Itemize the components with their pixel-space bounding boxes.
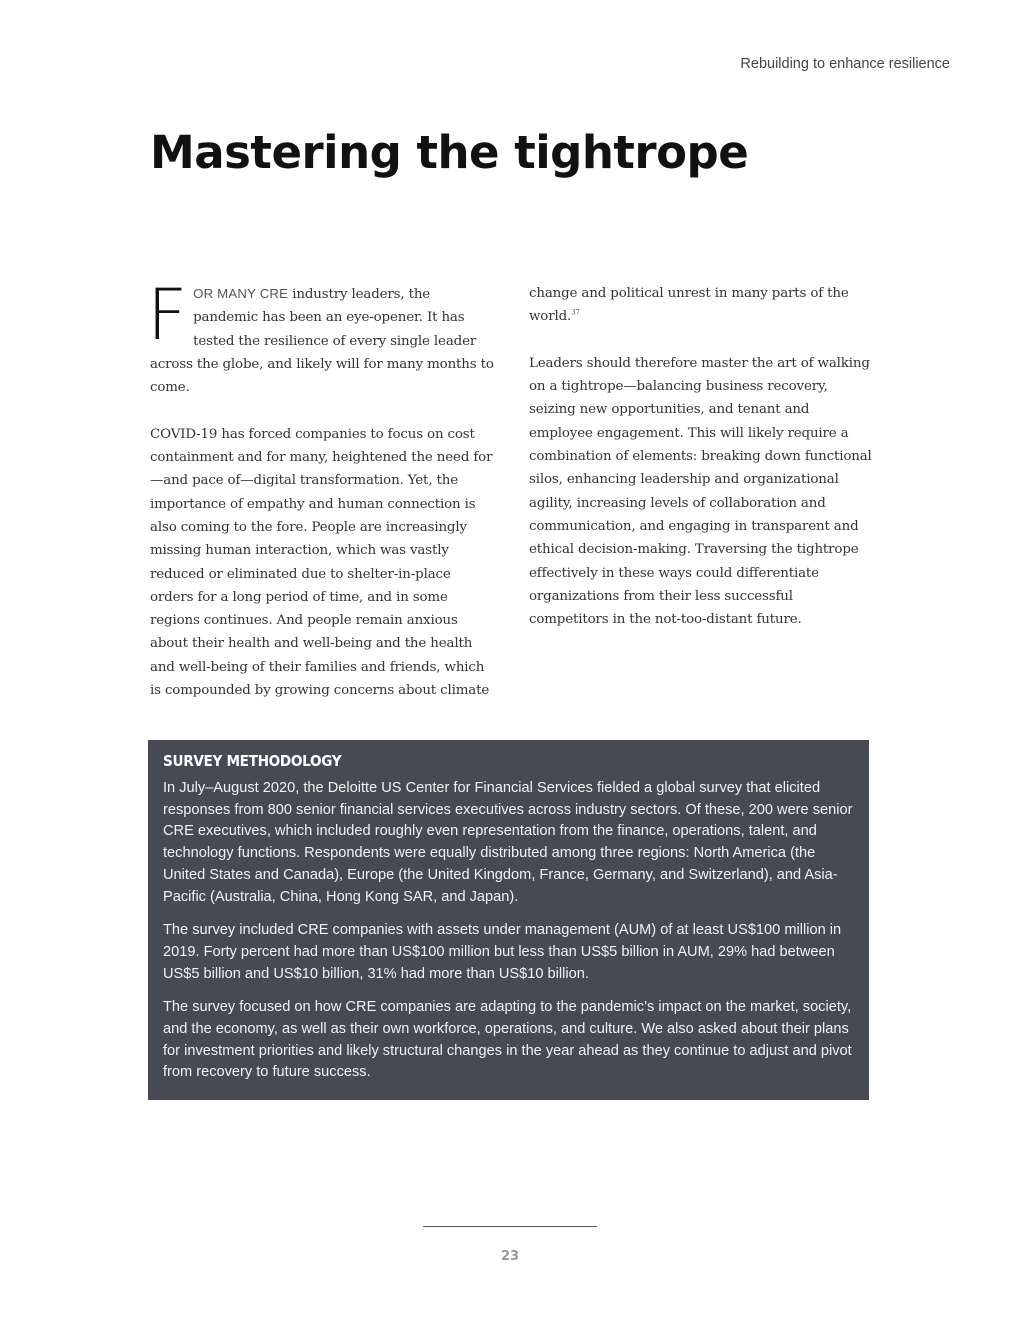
lead-in-caps: OR MANY CRE [193,286,289,301]
running-header: Rebuilding to enhance resilience [740,56,950,72]
drop-cap: F [147,274,188,356]
body-paragraph: Leaders should therefore master the art of walking on a tightrope—balancing business recovery, seizing new opportunities, and tenant and employee engagement. This will likely require a combination of elements: breaking down functional silos, enhancing leadership and organizational agility, increasing levels of collaboration and communication, and engaging in transparent and ethical decision-making. Traversing the tightrope effectively in these ways could differentiate organizations from their less successful competitors in the not-too-distant future. [529,355,872,628]
page-title: Mastering the tightrope [150,126,749,179]
body-column-right [529,282,874,655]
methodology-paragraph: In July–August 2020, the Deloitte US Center for Financial Services fielded a global survey that elicited responses from 800 senior financial services executives across industry sectors. Of these, 200 were senior CRE executives, which included roughly even representation from the finance, operations, talent, and technology functions. Respondents were equally distributed among three regions: North America (the United States and Canada), Europe (the United Kingdom, France, Germany, and Switzerland), and Asia-Pacific (Australia, China, Hong Kong SAR, and Japan). [163,780,853,905]
intro-text: industry leaders, the pandemic has been an eye-opener. It has tested the resilience of every single leader across the globe, and likely will for many months to come. [150,287,494,396]
methodology-heading: SURVEY METHODOLOGY [163,752,342,770]
methodology-paragraph: The survey focused on how CRE companies are adapting to the pandemic’s impact on the market, society, and the economy, as well as their own workforce, operations, and culture. We also asked about their plans for investment priorities and likely structural changes in the year ahead as they continue to adjust and pivot from recovery to future success. [163,999,852,1081]
footnote-marker: 37 [571,308,580,317]
page-number: 23 [500,1249,520,1264]
survey-methodology-box [148,740,869,1100]
methodology-paragraph: The survey included CRE companies with assets under management (AUM) of at least US$100 million in 2019. Forty percent had more than US$100 million but less than US$5 billion in AUM, 29% had between US$5 billion and US$10 billion, 31% had more than US$10 billion. [163,922,842,982]
body-paragraph-continued [529,282,874,329]
body-paragraph: COVID-19 has forced companies to focus on cost containment and for many, heightened the need for—and pace of—digital transformation. Yet, the importance of empathy and human connection is also coming to the fore. People are increasingly missing human interaction, which was vastly reduced or eliminated due to shelter-in-place orders for a long period of time, and in some regions continues. And people remain anxious about their health and well-being and the health and well-being of their families and friends, which is compounded by growing concerns about climate [150,426,493,699]
footer-divider [423,1226,597,1227]
body-column-left [147,274,495,726]
continued-text: change and political unrest in many parts of the world. [529,286,849,325]
intro-paragraph [147,274,495,399]
